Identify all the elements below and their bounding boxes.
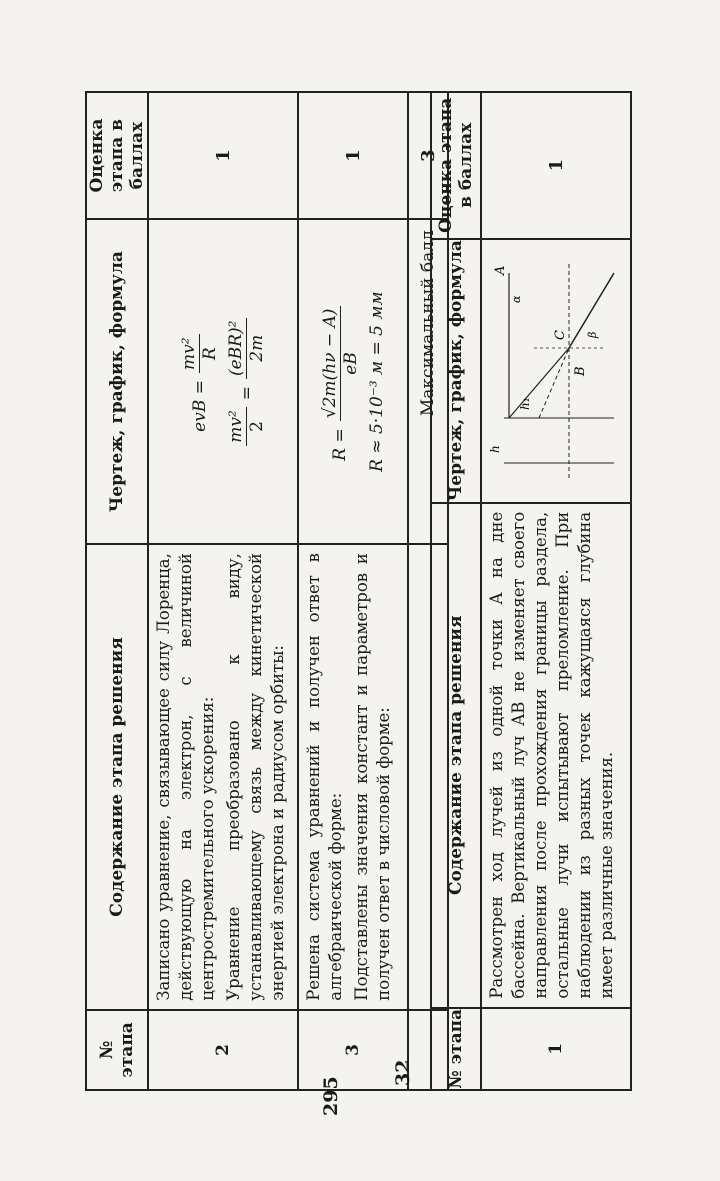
- stage-score: 1: [148, 92, 298, 219]
- stage-content: Рассмотрен ход лучей из одной точки A на дне бассейна. Вертикальный луч AB не изменяет своего направления после прохождения границы раздела, остальные лучи испытывают преломление. При наблюдении из разных точек кажущаяся глубина имеет различные значения.: [481, 503, 631, 1008]
- stage-number: 1: [481, 1008, 631, 1090]
- content-paragraph: Записано уравнение, связывающее силу Лоренца, действующую на электрон, с величиной центростремительного ускорения:: [154, 553, 217, 1001]
- label-beta: β: [585, 331, 599, 339]
- content-paragraph: Уравнение преобразовано к виду, устанавливающему связь между кинетической энергией электрона и радиусом орбиты:: [224, 553, 287, 1001]
- table-header-row: [86, 92, 148, 1090]
- fraction: [179, 334, 220, 373]
- max-score-label: Максимальный балл: [408, 219, 448, 544]
- refraction-diagram-cell: [481, 239, 631, 503]
- fraction: [320, 306, 361, 422]
- refraction-diagram: [484, 253, 624, 488]
- table-header-row: [431, 92, 481, 1090]
- label-alpha: α: [509, 295, 523, 304]
- formula-text: =: [236, 385, 257, 401]
- table-row: [148, 92, 298, 1090]
- formula-cell: [148, 219, 298, 544]
- fraction-denominator: 2: [247, 421, 267, 432]
- solution-table-1: [85, 91, 449, 1091]
- label-h: h: [487, 445, 502, 454]
- label-C: C: [552, 330, 568, 341]
- formula-text: R =: [330, 428, 350, 461]
- stage-number: 2: [148, 1010, 298, 1090]
- stage-score: 1: [298, 92, 408, 219]
- header-formula: Чертеж, график, формула: [431, 239, 481, 503]
- formula-numeric: [367, 220, 387, 543]
- page-number: 295: [320, 1076, 342, 1116]
- max-score-value: 3: [408, 92, 448, 219]
- formula-cell: [298, 219, 408, 544]
- fraction-numerator: (eBR)²: [226, 318, 247, 379]
- header-stage-num: № этапа: [431, 1008, 481, 1090]
- stage-content: [148, 544, 298, 1010]
- header-content: Содержание этапа решения: [86, 544, 148, 1010]
- formula-text: R ≈ 5·10⁻³ м = 5 мм: [366, 291, 387, 472]
- fraction-numerator: √2m(hν − A): [320, 306, 341, 422]
- content-paragraph: Решена система уравнений и получен ответ в алгебраической форме:: [304, 553, 345, 1001]
- label-B: B: [572, 366, 588, 377]
- label-h1: h₁: [517, 397, 532, 411]
- stage-content: [298, 544, 408, 1010]
- fraction: [226, 407, 267, 446]
- content-paragraph: Подставлены значения констант и параметров и получен ответ в числовой форме:: [352, 553, 393, 1001]
- fraction-denominator: R: [200, 347, 220, 361]
- header-formula: Чертеж, график, формула: [86, 219, 148, 544]
- table-row: [298, 92, 408, 1090]
- formula-radius: [320, 220, 361, 543]
- header-stage-num: № этапа: [86, 1010, 148, 1090]
- solution-table-2: [430, 91, 632, 1091]
- fraction: [226, 318, 267, 379]
- fraction-denominator: eB: [340, 352, 361, 375]
- fraction-denominator: 2m: [247, 334, 267, 362]
- header-score: Оценка этапа в баллах: [86, 92, 148, 219]
- table-row: [481, 92, 631, 1090]
- fraction-numerator: mv²: [226, 407, 247, 446]
- formula-text: evB =: [189, 380, 210, 432]
- header-score: Оценка этапа в баллах: [431, 92, 481, 239]
- problem-number: 32: [392, 1059, 414, 1086]
- stage-score: 1: [481, 92, 631, 239]
- formula-kinetic: [226, 220, 267, 543]
- formula-lorentz: [179, 220, 220, 543]
- label-A: A: [492, 265, 508, 276]
- header-content: Содержание этапа решения: [431, 503, 481, 1008]
- fraction-numerator: mv²: [179, 334, 200, 373]
- stage-number: 3: [298, 1010, 408, 1090]
